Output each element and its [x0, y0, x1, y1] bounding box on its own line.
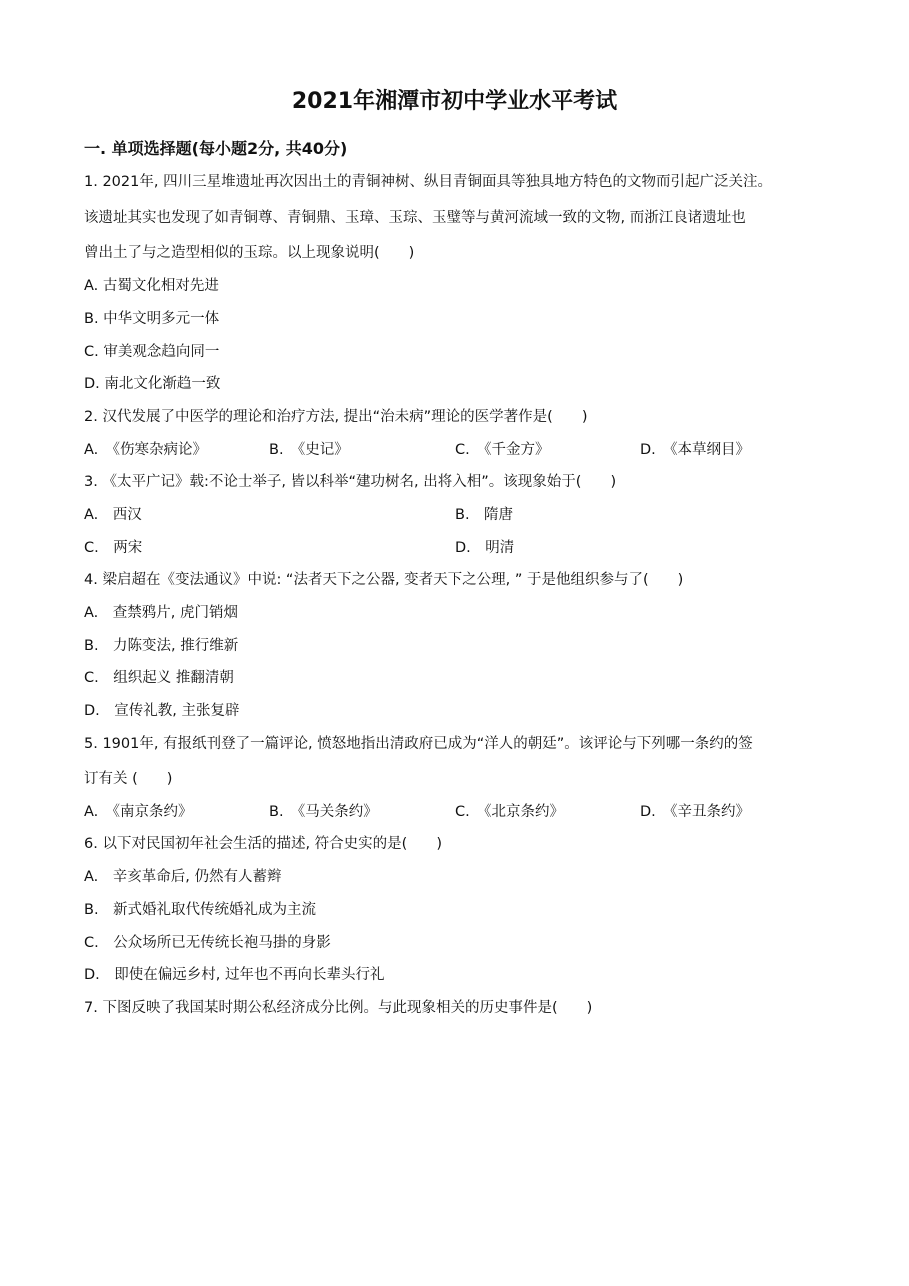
q1-option-a: A. 古蜀文化相对先进 — [84, 278, 219, 294]
q1-option-b: B. 中华文明多元一体 — [84, 311, 220, 327]
q5-option-d: D. 《辛丑条约》 — [640, 804, 751, 820]
q6-option-b: B. 新式婚礼取代传统婚礼成为主流 — [84, 902, 317, 918]
q5-stem-line2: 订有关 ( ) — [84, 771, 173, 787]
exam-title: 2021年湘潭市初中学业水平考试 — [291, 89, 618, 114]
q4-option-a: A. 查禁鸦片, 虎门销烟 — [84, 605, 238, 621]
q2-option-a: A. 《伤寒杂病论》 — [84, 442, 208, 458]
q3-option-d: D. 明清 — [455, 540, 515, 556]
q3-option-b: B. 隋唐 — [455, 507, 514, 523]
q7-stem: 7. 下图反映了我国某时期公私经济成分比例。与此现象相关的历史事件是( ) — [84, 1000, 593, 1016]
q6-stem: 6. 以下对民国初年社会生活的描述, 符合史实的是( ) — [84, 836, 442, 852]
q4-option-d: D. 宣传礼教, 主张复辟 — [84, 703, 240, 719]
q6-option-a: A. 辛亥革命后, 仍然有人蓄辫 — [84, 869, 282, 885]
q3-stem: 3. 《太平广记》载:不论士举子, 皆以科举“建功树名, 出将入相”。该现象始于( ) — [84, 474, 617, 490]
q5-option-b: B. 《马关条约》 — [269, 804, 378, 820]
q6-option-d: D. 即使在偏远乡村, 过年也不再向长辈头行礼 — [84, 967, 385, 983]
q3-option-c: C. 两宋 — [84, 540, 143, 556]
q5-stem-line1: 5. 1901年, 有报纸刊登了一篇评论, 愤怒地指出清政府已成为“洋人的朝廷”。该评论与下列哪一条约的签 — [84, 736, 753, 752]
q2-stem: 2. 汉代发展了中医学的理论和治疗方法, 提出“治未病”理论的医学著作是( ) — [84, 409, 588, 425]
q3-option-a: A. 西汉 — [84, 507, 142, 523]
q4-option-c: C. 组织起义 推翻清朝 — [84, 670, 234, 686]
q1-option-c: C. 审美观念趋向同一 — [84, 344, 220, 360]
q5-option-a: A. 《南京条约》 — [84, 804, 193, 820]
q1-option-d: D. 南北文化渐趋一致 — [84, 376, 221, 392]
q4-option-b: B. 力陈变法, 推行维新 — [84, 638, 239, 654]
q2-option-b: B. 《史记》 — [269, 442, 349, 458]
q1-stem-line2: 该遗址其实也发现了如青铜尊、青铜鼎、玉璋、玉琮、玉璧等与黄河流域一致的文物, 而浙江良诸遗址也 — [84, 210, 746, 226]
q4-stem: 4. 梁启超在《变法通议》中说: “法者天下之公器, 变者天下之公理, ” 于是他组织参与了( ) — [84, 572, 684, 588]
q2-option-c: C. 《千金方》 — [455, 442, 550, 458]
q2-option-d: D. 《本草纲目》 — [640, 442, 751, 458]
q5-option-c: C. 《北京条约》 — [455, 804, 564, 820]
q1-stem-line1: 1. 2021年, 四川三星堆遗址再次因出土的青铜神树、纵目青铜面具等独具地方特色的文物而引起广泛关注。 — [84, 174, 773, 190]
q6-option-c: C. 公众场所已无传统长袍马掛的身影 — [84, 935, 331, 951]
q1-stem-line3: 曾出土了与之造型相似的玉琮。以上现象说明( ) — [84, 245, 415, 261]
section-heading: 一. 单项选择题(每小题2分, 共40分) — [84, 139, 348, 158]
